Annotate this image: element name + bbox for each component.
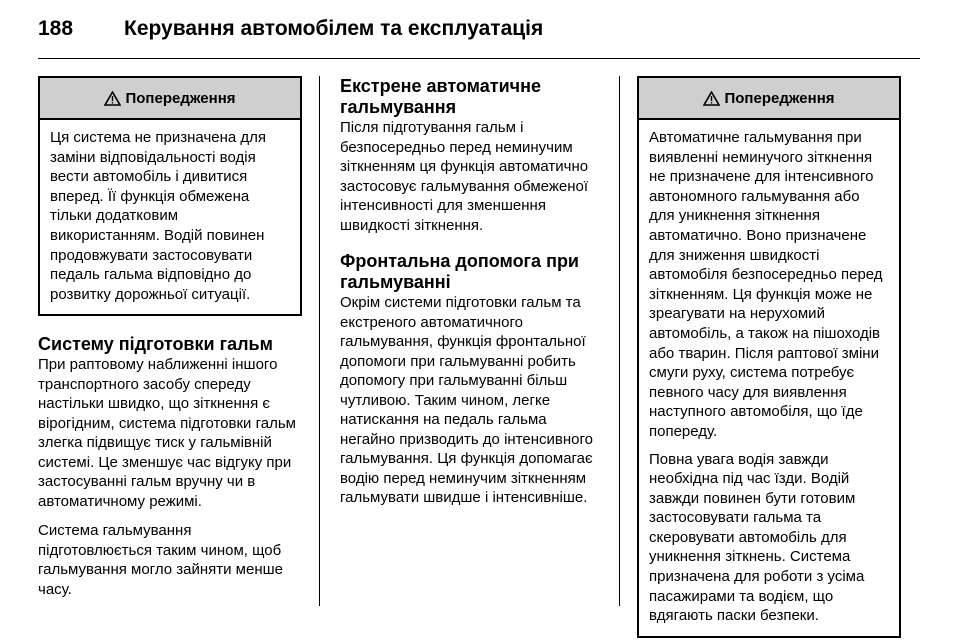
warning-body	[40, 120, 300, 314]
warning-label: Попередження	[125, 89, 236, 107]
column-2	[340, 76, 604, 508]
warning-icon	[104, 91, 121, 106]
warning-icon	[703, 91, 720, 106]
warning-text: Автоматичне гальмування при виявленні неминучого зіткнення не призначене для інтенсивного автономного гальмування або для уникнення зіткнення автоматично. Воно призначене для зниження швидкості автомобіля безпосередньо перед зіткненням. Ця функція може не зреагувати на нерухомий автомобіль, а також на пішоходів або тварин. Після раптової зміни смуги руху, система потребує певного часу для виявлення наступного автомобіля, що їде попереду.	[649, 129, 883, 440]
column-1	[38, 76, 302, 599]
warning-text: Ця система не призначена для заміни відповідальності водія вести автомобіль і дивитися вперед. Її функція обмежена тільки додатковим використанням. Водій повинен продовжувати застосовувати педаль гальма відповідно до розвитку дорожньої ситуації.	[50, 129, 267, 303]
warning-header	[639, 78, 899, 120]
page-number: 188	[38, 17, 74, 40]
section-heading: Екстрене автоматичне гальмування	[340, 76, 541, 117]
warning-box	[637, 76, 901, 638]
column-divider	[319, 76, 320, 606]
section-paragraph: Окрім системи підготовки гальм та екстреного автоматичного гальмування, функція фронтальної допомоги при гальмуванні робить допомогу при гальмуванні більш чутливою. Таким чином, легке натискання на педаль гальма негайно призводить до інтенсивного гальмування. Ця функція допомагає водію перед неминучим зіткненням гальмувати швидше і інтенсивніше.	[340, 294, 593, 506]
page-header	[38, 14, 543, 44]
page-title: Керування автомобілем та експлуатація	[124, 17, 544, 40]
section-heading: Систему підготовки гальм	[38, 334, 273, 355]
warning-body	[639, 120, 899, 636]
section-heading: Фронтальна допомога при гальмуванні	[340, 251, 580, 292]
warning-box	[38, 76, 302, 316]
section-paragraph: Після підготування гальм і безпосередньо перед неминучим зіткненням ця функція автоматично застосовує гальмування обмеженої інтенсивності для зменшення швидкості зіткнення.	[340, 119, 589, 234]
section-paragraph: Система гальмування підготовлюється таким чином, щоб гальмування могло зайняти менше часу.	[38, 522, 283, 598]
warning-label: Попередження	[724, 89, 835, 107]
column-divider	[619, 76, 620, 606]
section-paragraph: При раптовому наближенні іншого транспортного засобу спереду настільки швидко, що зіткнення є вірогідним, система підготовки гальм злегка підвищує тиск у гальмівній системі. Це зменшує час відгуку при застосуванні гальм вручну чи в автоматичному режимі.	[38, 356, 296, 510]
header-rule	[38, 58, 920, 59]
column-3	[637, 76, 901, 638]
warning-header	[40, 78, 300, 120]
warning-text: Повна увага водія завжди необхідна під час їзди. Водій завжди повинен бути готовим застосовувати гальма та скеровувати автомобіль для уникнення зіткнень. Система призначена для роботи з усіма пасажирами та водієм, що вдягають паски безпеки.	[649, 450, 865, 625]
